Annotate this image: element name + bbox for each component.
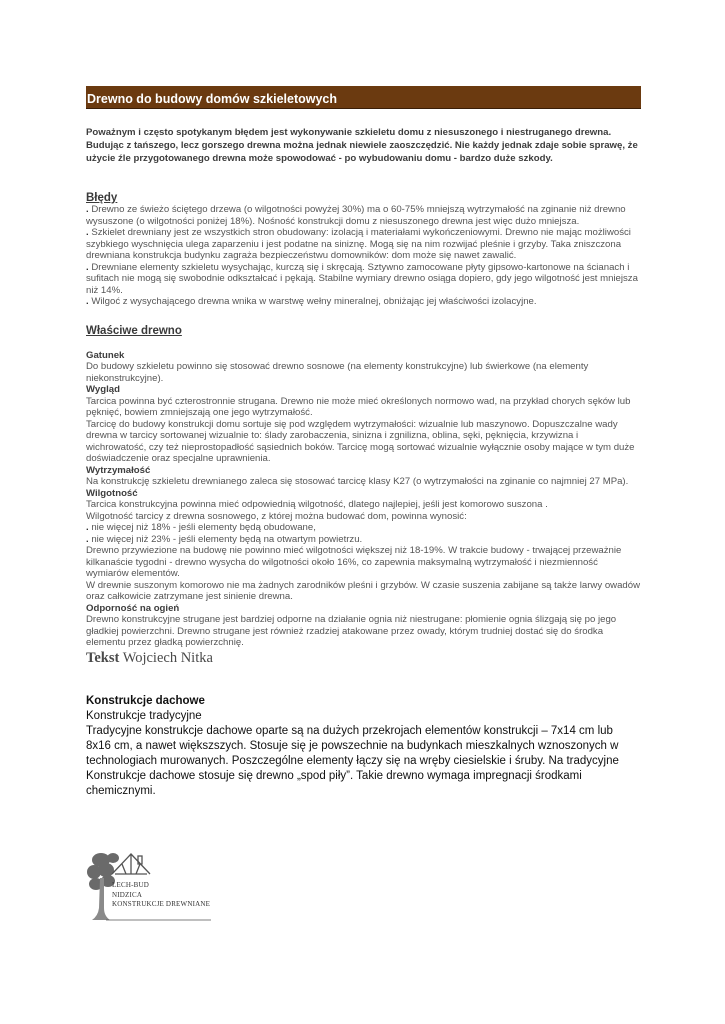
list-item-text: nie więcej niż 18% - jeśli elementy będą obudowane, (91, 522, 316, 533)
error-item (86, 296, 641, 308)
intro-paragraph: Poważnym i często spotykanym błędem jest wykonywanie szkieletu domu z niesuszonego i niestruganego drewna. Budując z tańszego, lecz gorszego drewna można jednak niewiele zaoszczędzić. Nie każdy jednak zdaje sobie sprawę, że użycie źle przygotowanego drewna może spowodować - po wybudowaniu domu - bardzo duże szkody. (86, 127, 638, 164)
wytrzymalosc-label: Wytrzymałość (86, 464, 151, 476)
bullet-mark: . (86, 296, 89, 307)
logo-line1: LECH-BUD (112, 881, 149, 889)
list-item (86, 534, 641, 546)
list-item (86, 522, 641, 534)
roof-section (86, 694, 641, 799)
gatunek-text: Do budowy szkieletu powinno się stosować drewno sosnowe (na elementy konstrukcyjne) lub świerkowe (na elementy niekonstrukcyjne). (86, 361, 589, 384)
error-text: Drewno ze świeżo ściętego drzewa (o wilgotności powyżej 30%) ma o 60-75% mniejszą wytrzymałość na zginanie niż drewno wysuszone (o wilgotności poniżej 18%). Nośność konstrukcji domu z niesuszonego drewna jest więc dużo mniejsza. (86, 204, 626, 227)
author-line (86, 649, 641, 667)
error-text: Wilgoć z wysychającego drewna wnika w warstwę wełny mineralnej, obniżając jej właściwości izolacyjne. (91, 296, 537, 307)
roof-text: Tradycyjne konstrukcje dachowe oparte są na dużych przekrojach elementów konstrukcji – 7x14 cm lub 8x16 cm, a nawet większszych. Stosuje się je powszechnie na budynkach mieszkalnych wznoszonych w technologiach murowanych. Poszczególne elementy łączy się na wręby ciesielskie i śruby. Na tradycyjne Konstrukcje dachowe stosuje się drewno „spod piły”. Takie drewno wymaga impregnacji środkami chemicznymi. (86, 724, 619, 797)
page-title: Drewno do budowy domów szkieletowych (87, 92, 338, 106)
document-page (86, 86, 641, 799)
logo-line3: KONSTRUKCJE DREWNIANE (112, 900, 211, 908)
wilgotnosc-text: Wilgotność tarcicy z drewna sosnowego, z której można budować dom, powinna wynosić: (86, 510, 467, 522)
error-item (86, 262, 641, 297)
wood-section (86, 350, 641, 649)
wyglad-text: Tarcicę do budowy konstrukcji domu sortuje się pod względem wytrzymałości: wizualnie lub maszynowo. Dopuszczalne wady drewna w tarcicy sortowanej wizualnie to: ślady zarobaczenia, sinizna i zgnilizna, oblina, sęki, pęknięcia, krzywizna i wichrowatość, czy też nieprostopadłość sąsiednich boków. Tarcicę mogą sortować wizualnie wyłącznie osoby mające w tym duże doświadczenie oraz specjalne uprawnienia. (86, 418, 635, 464)
wilgotnosc-text: Tarcica konstrukcyjna powinna mieć odpowiednią wilgotność, dlatego najlepiej, jeśli jest komorowo suszona . (86, 499, 548, 510)
bullet-mark: . (86, 533, 89, 545)
gatunek-label: Gatunek (86, 349, 125, 361)
roof-heading: Konstrukcje dachowe (86, 694, 205, 707)
bullet-mark: . (86, 227, 89, 238)
title-bar (86, 86, 641, 109)
wood-heading: Właściwe drewno (86, 324, 182, 337)
wilgotnosc-label: Wilgotność (86, 487, 138, 499)
roof-subheading: Konstrukcje tradycyjne (86, 709, 202, 722)
ogien-text: Drewno konstrukcyjne strugane jest bardziej odporne na działanie ognia niż niestrugane: płomienie ognia ślizgają się po jego gładkiej powierzchni. Drewno strugane jest również rzadziej atakowane przez owady, którym trudniej dostać się do środka elementu przez gładką powierzchnię. (86, 614, 617, 648)
bullet-mark: . (86, 204, 89, 215)
errors-heading: Błędy (86, 192, 118, 204)
error-text: Szkielet drewniany jest ze wszystkich stron obudowany: izolacją i materiałami wykończeniowymi. Drewno nie mając możliwości szybkiego wyschnięcia ulega zaparzeniu i jest podatne na siniznę. Mogą się na nim rozwijać pleśnie i grzyby. Taka zniszczona drewniana konstrukcja budynku zagraża bezpieczeństwu domowników: dom może się nawet zawalić. (86, 227, 631, 261)
wilgotnosc-text: Drewno przywiezione na budowę nie powinno mieć wilgotności większej niż 18-19%. W trakcie budowy - trwającej przeważnie kilkanaście tygodni - drewno wysycha do wilgotności około 16%, co zapewnia maksymalną wytrzymałość i niezmienność wymiarów elementów. (86, 545, 622, 579)
author-label: Tekst (86, 649, 120, 666)
wyglad-text: Tarcica powinna być czterostronnie strugana. Drewno nie może mieć określonych normowo wad, na przykład chorych sęków lub pęknięć, bowiem zmniejszają one jego wytrzymałość. (86, 395, 631, 418)
error-item (86, 227, 641, 262)
list-item-text: nie więcej niż 23% - jeśli elementy będą na otwartym powietrzu. (91, 533, 363, 545)
wilgotnosc-text: W drewnie suszonym komorowo nie ma żadnych zarodników pleśni i grzybów. W czasie suszenia zabijane są także larwy owadów oraz całkowicie zatrzymane jest sinienie drewna. (86, 579, 641, 602)
logo-line2: NIDZICA (112, 891, 143, 899)
error-item (86, 204, 641, 227)
errors-list (86, 204, 641, 308)
wytrzymalosc-text: Na konstrukcję szkieletu drewnianego zaleca się stosować tarcicę klasy K27 (o wytrzymałości na zginanie co najmniej 27 MPa). (86, 476, 629, 487)
wyglad-label: Wygląd (86, 384, 120, 395)
company-logo (86, 848, 231, 922)
author-name: Wojciech Nitka (122, 649, 213, 666)
bullet-mark: . (86, 522, 89, 533)
ogien-label: Odporność na ogień (86, 602, 180, 614)
bullet-mark: . (86, 261, 89, 273)
error-text: Drewniane elementy szkieletu wysychając, kurczą się i skręcają. Sztywno zamocowane płyty gipsowo-kartonowe na ścianach i sufitach nie mogą się swobodnie odkształcać i pękają. Stabilne wymiary drewno osiąga dopiero, gdy jego wilgotność jest mniejsza niż 14%. (86, 261, 638, 296)
tree-house-logo-icon (86, 848, 231, 922)
